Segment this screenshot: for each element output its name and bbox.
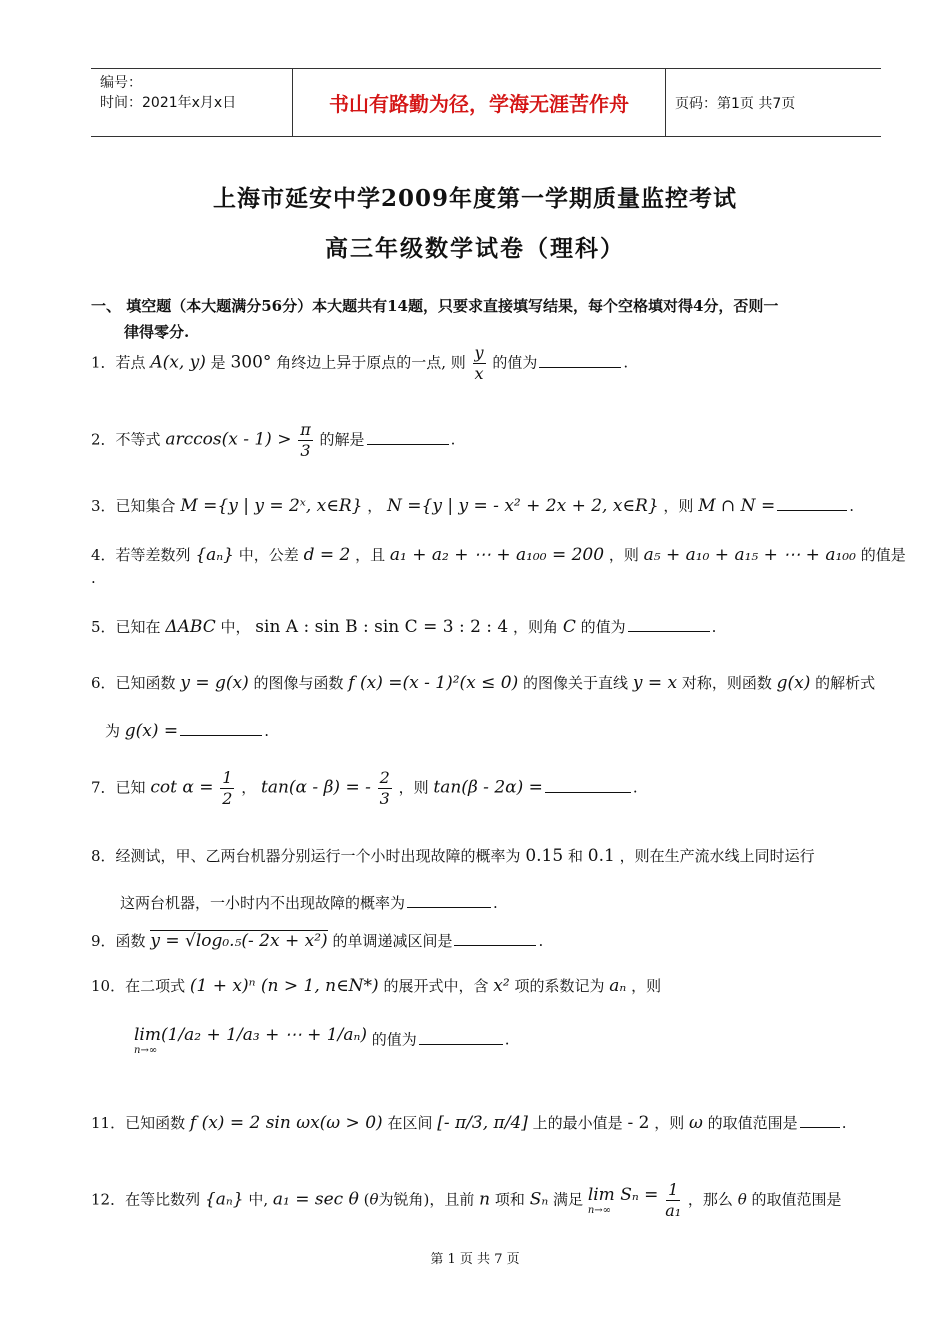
answer-blank: [777, 509, 847, 511]
header-meta: [100, 73, 236, 113]
section-instructions: [91, 293, 886, 345]
answer-blank: [800, 1126, 840, 1128]
question-11: 11．已知函数 f (x) = 2 sin ωx(ω > 0) 在区间 [- π/3, π/4] 上的最小值是 - 2 ，则 ω 的取值范围是 .: [91, 1113, 847, 1133]
question-9: 9．函数 y = √log₀.₅(- 2x + x²) 的单调递减区间是 .: [91, 931, 544, 951]
exam-title: 上海市延安中学2009年度第一学期质量监控考试: [212, 185, 737, 212]
question-8-cont: 这两台机器，一小时内不出现故障的概率为 .: [120, 894, 498, 912]
fraction: $\frac{2}{3}$: [379, 768, 390, 808]
header-table: [91, 68, 881, 137]
answer-blank: [180, 734, 262, 736]
serial-label: 编号：: [100, 75, 142, 91]
section-head: 一、 填空题（本大题满分56分）本大题共有14题，只要求直接填写结果，每个空格填对得4分，否则一: [91, 297, 779, 315]
answer-blank: [539, 366, 621, 368]
answer-blank: [628, 630, 710, 632]
question-4: 4．若等差数列 {aₙ} 中，公差 d = 2 ，且 a₁ + a₂ + ⋯ + a₁₀₀ = 200 ，则 a₅ + a₁₀ + a₁₅ + ⋯ + a₁₀₀ 的值是 .: [91, 545, 906, 587]
answer-blank: [407, 906, 491, 908]
page-footer: 第 1 页 共 7 页: [430, 1252, 520, 1267]
page-indicator: 页码：第1页 共7页: [675, 96, 796, 112]
question-8: 8．经测试，甲、乙两台机器分别运行一个小时出现故障的概率为 0.15 和 0.1 ，则在生产流水线上同时运行: [91, 846, 815, 866]
question-7: 7．已知 cot α = $\frac{1}{2}$ ， tan(α - β) = - $\frac{2}{3}$ ，则 tan(β - 2α) = .: [91, 768, 638, 808]
exam-subtitle: 高三年级数学试卷（理科）: [325, 235, 625, 262]
question-1: 1．若点 A(x, y) 是 300° 角终边上异于原点的一点, 则 $\frac{y}{x}$ 的值为 .: [91, 343, 629, 383]
fraction: $\frac{1}{\text{a₁}}$: [665, 1180, 682, 1220]
time-label: 时间：2021年x月x日: [100, 95, 237, 111]
question-6-cont: 为 g(x) = .: [105, 721, 269, 741]
fraction: $\frac{\pi}{3}$: [300, 420, 311, 460]
answer-blank: [454, 944, 536, 946]
question-6: 6．已知函数 y = g(x) 的图像与函数 f (x) =(x - 1)²(x ≤ 0) 的图像关于直线 y = x 对称，则函数 g(x) 的解析式: [91, 673, 876, 693]
answer-blank: [545, 791, 631, 793]
answer-blank: [419, 1043, 503, 1045]
fraction: $\frac{1}{2}$: [222, 768, 233, 808]
question-5: 5．已知在 ΔABC 中， sin A : sin B : sin C = 3 : 2 : 4 ，则角 C 的值为 .: [91, 617, 717, 637]
answer-blank: [367, 443, 449, 445]
fraction: $\frac{y}{x}$: [474, 343, 484, 383]
question-3: 3．已知集合 M ={y | y = 2ˣ, x∈R} ， N ={y | y = - x² + 2x + 2, x∈R} ，则 M ∩ N = .: [91, 496, 854, 516]
question-10: 10．在二项式 (1 + x)ⁿ (n > 1, n∈N*) 的展开式中，含 x² 项的系数记为 aₙ ，则: [91, 976, 662, 996]
question-2: 2．不等式 arccos(x - 1) > $\frac{\pi}{3}$ 的解是 .: [91, 420, 456, 460]
question-12: 12．在等比数列 {aₙ} 中, a₁ = sec θ (θ为锐角)，且前 n 项和 Sₙ 满足 lim Sₙ = n→∞ $\frac{1}{\text{a₁}}$ ，那么 θ 的取值范围是: [91, 1180, 842, 1220]
section-cont: 律得零分.: [124, 323, 190, 341]
motto: 书山有路勤为径，学海无涯苦作舟: [292, 69, 666, 136]
question-10-cont: lim(1/a₂ + 1/a₃ + ⋯ + 1/aₙ) n→∞ 的值为 .: [134, 1025, 510, 1056]
